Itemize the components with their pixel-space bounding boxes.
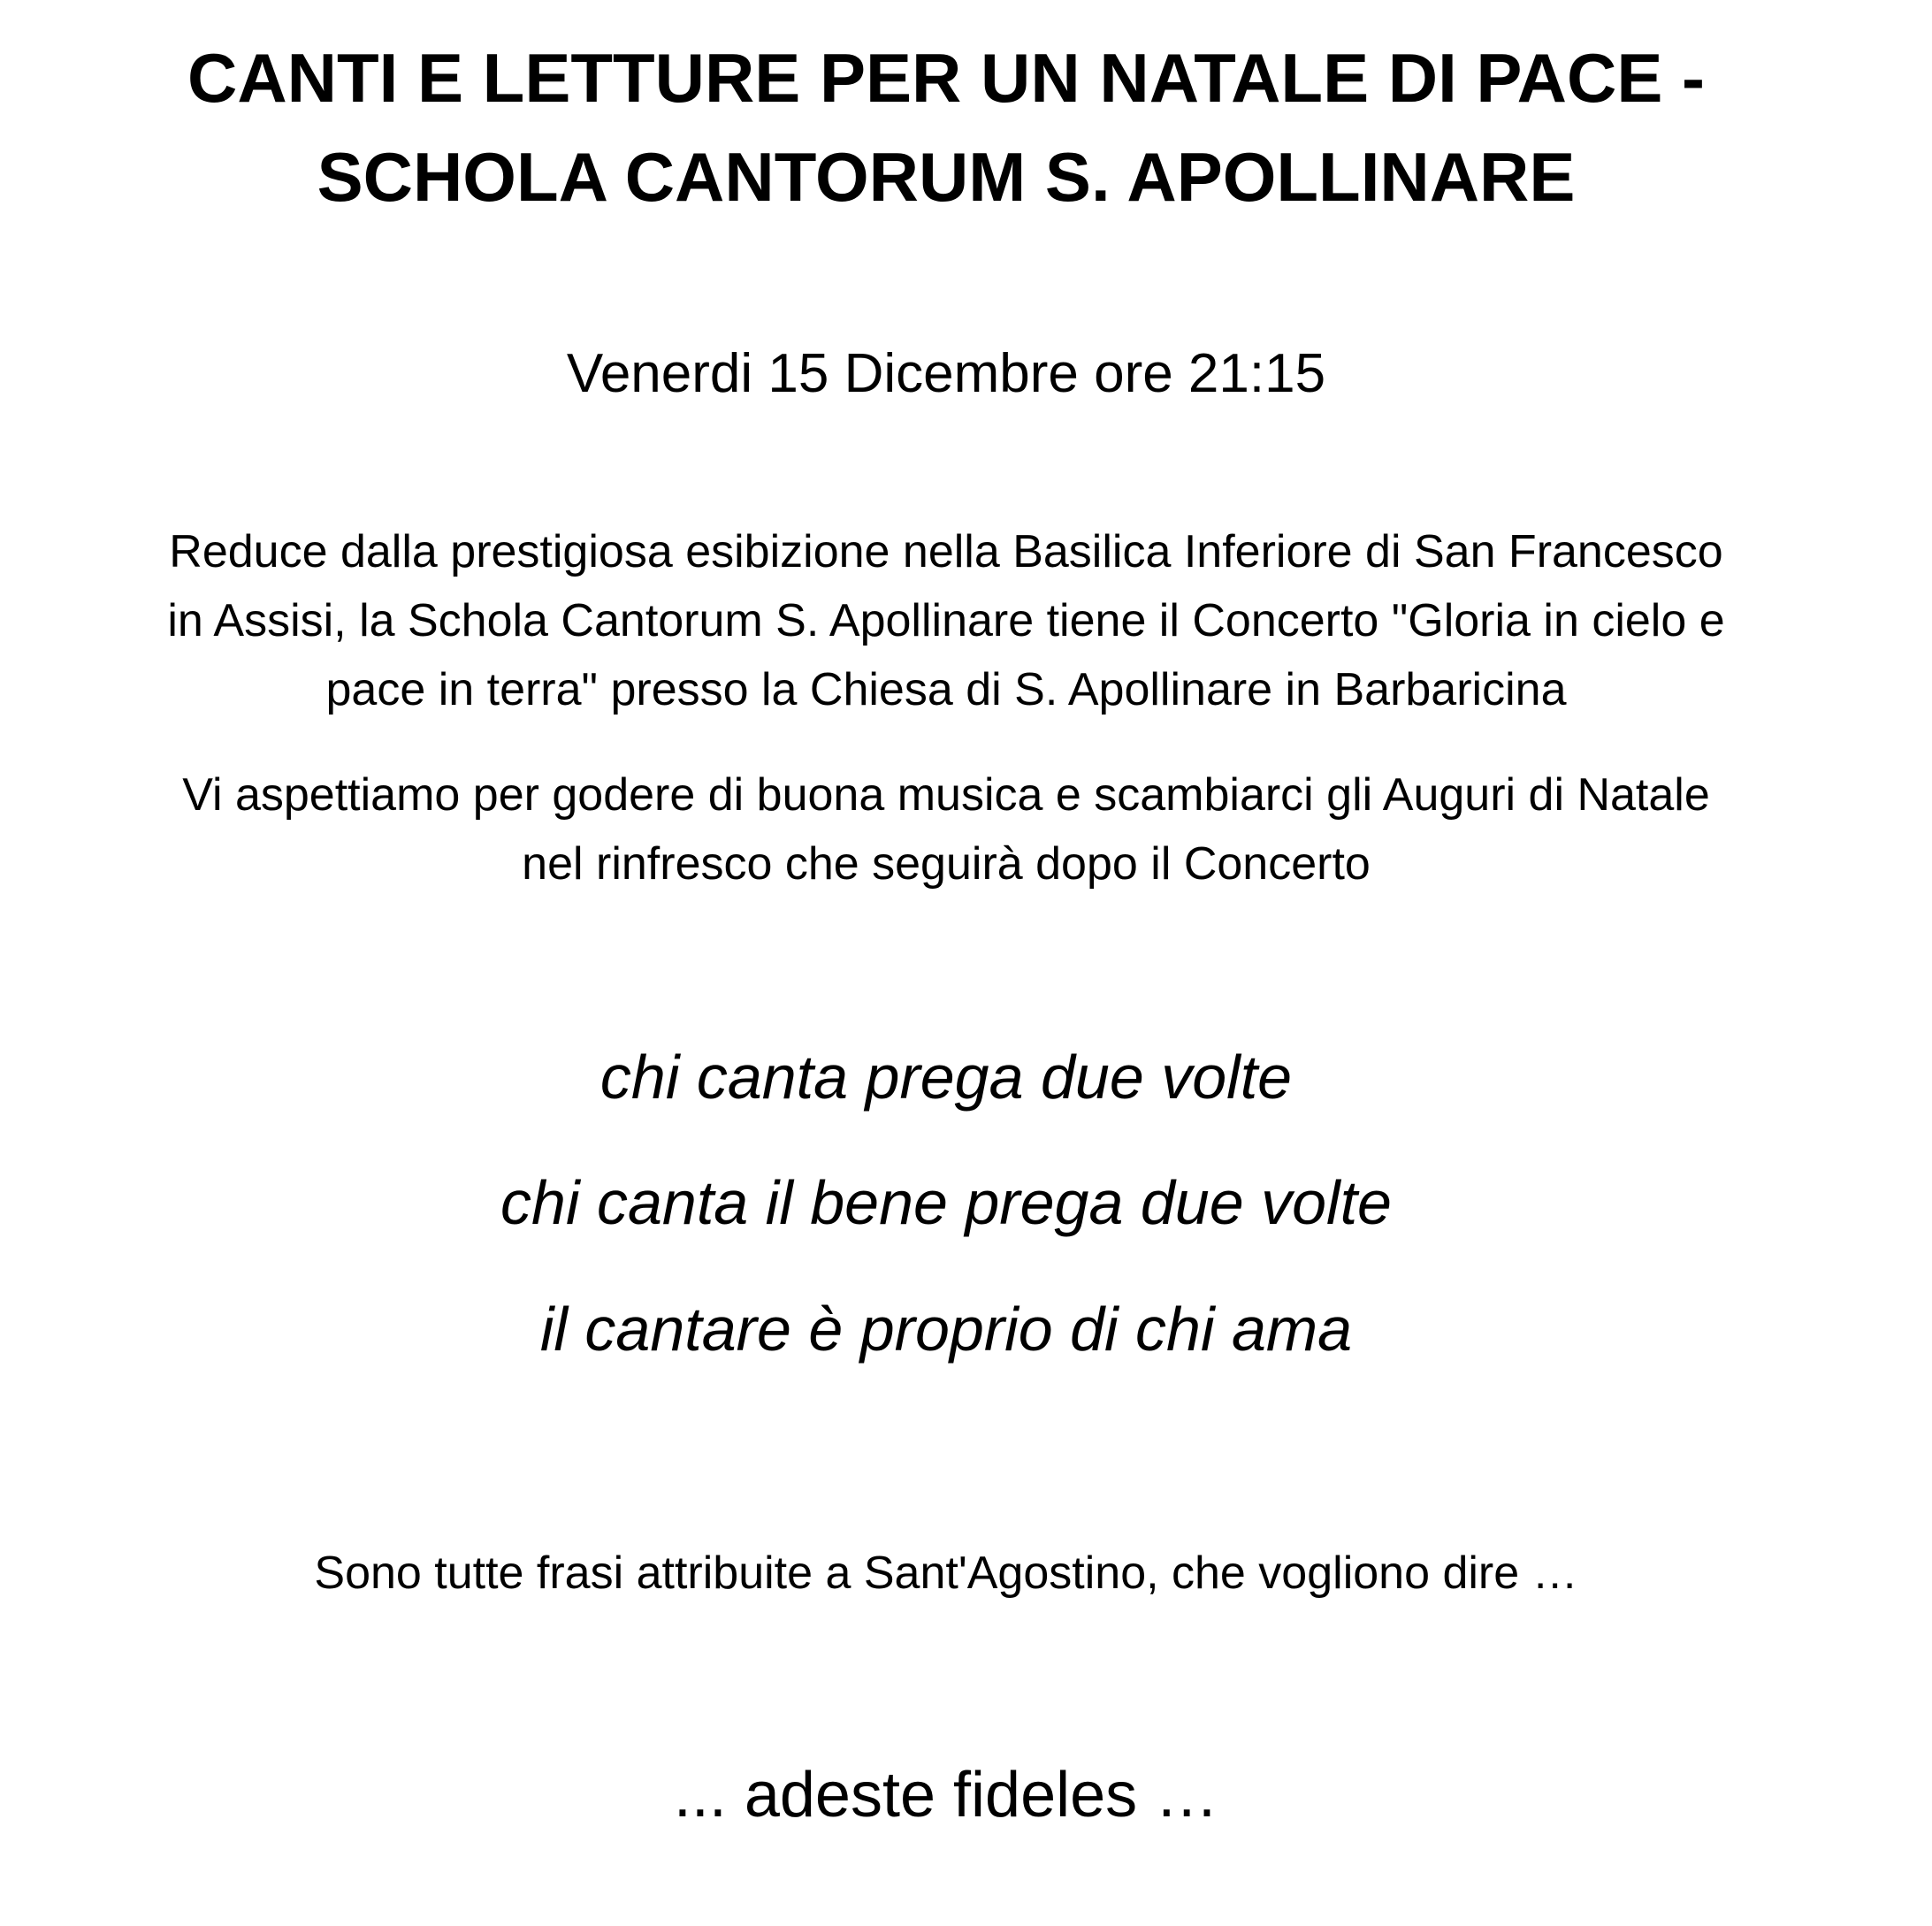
title-line-2: SCHOLA CANTORUM S. APOLLINARE [317, 138, 1576, 216]
paragraph-2-line-1: Vi aspettiamo per godere di buona musica e scambiarci gli Auguri di Natale [182, 769, 1710, 821]
attribution-note: Sono tutte frasi attribuite a Sant'Agostino, che vogliono dire … [314, 1548, 1578, 1599]
quote-2: chi canta il bene prega due volte [500, 1168, 1392, 1237]
description-paragraph-1 [0, 517, 1892, 724]
title-line-1: CANTI E LETTURE PER UN NATALE DI PACE - [187, 39, 1705, 117]
paragraph-1-line-1: Reduce dalla prestigiosa esibizione nella Basilica Inferiore di San Francesco [169, 526, 1723, 577]
description-paragraph-2 [0, 760, 1892, 898]
quote-3: il cantare è proprio di chi ama [539, 1295, 1353, 1364]
quote-1: chi canta prega due volte [599, 1043, 1293, 1112]
paragraph-2-line-2: nel rinfresco che seguirà dopo il Concerto [522, 838, 1371, 890]
paragraph-1-line-2: in Assisi, la Schola Cantorum S. Apollinare tiene il Concerto "Gloria in cielo e [167, 595, 1725, 646]
event-date-time: Venerdi 15 Dicembre ore 21:15 [566, 343, 1326, 404]
page-title [0, 28, 1892, 226]
paragraph-1-line-3: pace in terra" presso la Chiesa di S. Apollinare in Barbaricina [325, 664, 1567, 715]
closing-line: ... adeste fideles … [673, 1760, 1219, 1830]
